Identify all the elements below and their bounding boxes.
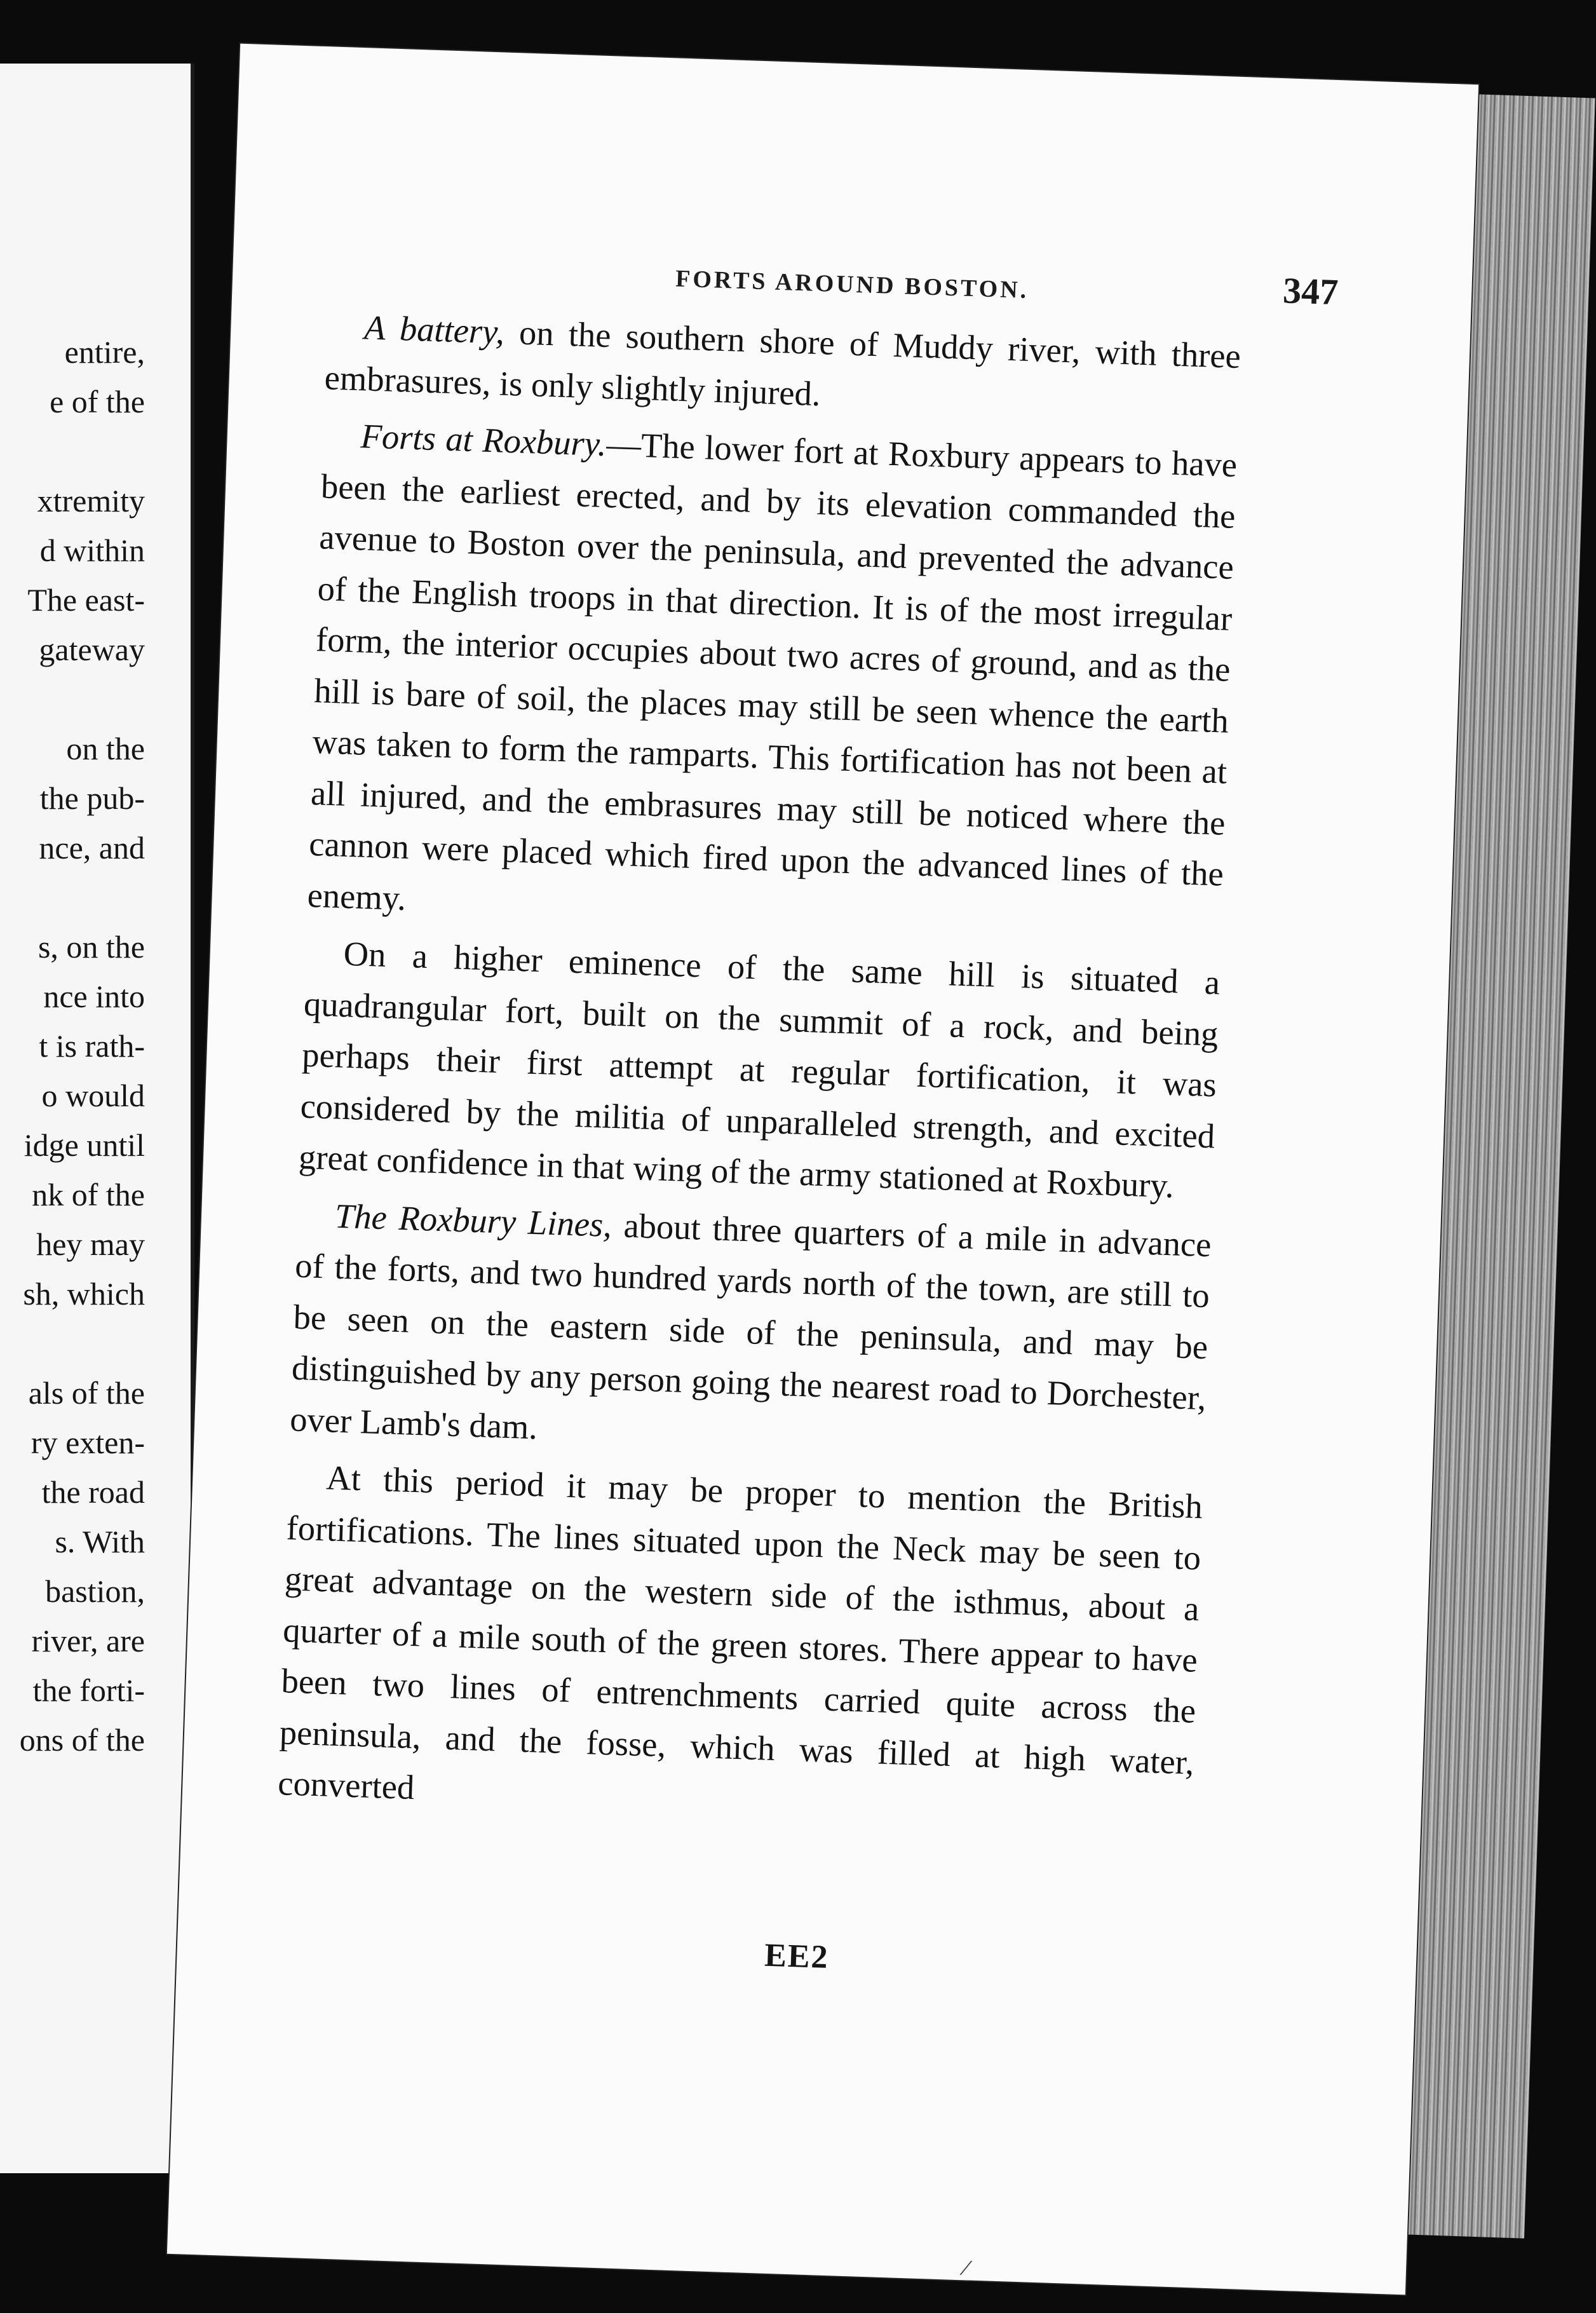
line-fragment: s. With (55, 1524, 145, 1559)
line-fragment: d within (39, 532, 145, 568)
paragraph-text: At this period it may be proper to mention the British fortifications. The lines situated upon the Neck may be seen to great advantage on the western side of the isthmus, about a quarter of a mile south of the green stores. There appear to have been two lines of entrenchments carried quite across the peninsula, and the fosse, which was filled at high water, converted (277, 1458, 1203, 1807)
paragraph-text: —The lower fort at Roxbury appears to have been the earliest erected, and by its elevation commanded the avenue to Boston over the peninsula, and prevented the advance of the English troops in that direction. It is of the most irregular form, the interior occupies about two acres of ground, and as the hill is bare of soil, the places may still be seen whence the earth was taken to form the ramparts. This fortification has not been at all injured, and the embrasures may still be noticed where the cannon were placed which fired upon the advanced lines of the enemy. (306, 424, 1238, 918)
line-fragment: nce into (43, 979, 145, 1014)
paragraph (277, 1451, 1203, 1839)
line-fragment: on the (66, 731, 145, 766)
previous-page-fragment (0, 64, 194, 2173)
page-number: 347 (1282, 269, 1339, 313)
printer-signature-mark: EE2 (764, 1937, 830, 1976)
line-fragment: als of the (28, 1375, 145, 1411)
line-fragment (20, 674, 145, 724)
running-head-text: FORTS AROUND BOSTON. (675, 265, 1029, 304)
line-fragment: o would (41, 1078, 145, 1113)
scan-speck: / (957, 2253, 975, 2282)
line-fragment: xtremity (37, 483, 145, 519)
line-fragment: ry exten- (30, 1425, 145, 1460)
line-fragment: t is rath- (39, 1028, 145, 1064)
line-fragment: nce, and (39, 830, 145, 865)
paragraph (289, 1189, 1212, 1475)
line-fragment: idge until (24, 1127, 145, 1163)
book-page (167, 44, 1478, 2295)
line-fragment: river, are (31, 1623, 145, 1658)
line-fragment (20, 426, 145, 476)
paragraph-lead: A battery, (363, 308, 506, 351)
paragraph-text: On a higher eminence of the same hill is situated a quadrangular fort, built on the summit of a rock, and being perhaps their first attempt at regular fortification, it was considered by the militia of unparalleled strength, and excited great confidence in that wing of the army stationed at Roxbury. (298, 933, 1221, 1205)
line-fragment: the road (41, 1474, 145, 1510)
paragraph (298, 927, 1221, 1213)
line-fragment: e of the (50, 384, 145, 419)
line-fragment (20, 872, 145, 922)
paragraph-text: on the southern shore of Muddy river, with three embrasures, is only slightly injured. (323, 312, 1241, 413)
line-fragment: ons of the (19, 1722, 145, 1758)
line-fragment: bastion, (45, 1573, 145, 1609)
line-fragment: nk of the (32, 1177, 145, 1212)
previous-page-line-endings (20, 327, 145, 1765)
line-fragment (20, 1319, 145, 1368)
paragraph-lead: The Roxbury Lines, (334, 1196, 612, 1244)
line-fragment: sh, which (23, 1276, 145, 1312)
line-fragment: s, on the (37, 929, 145, 965)
line-fragment: the pub- (39, 780, 145, 816)
paragraph-text: about three quarters of a mile in advance of the forts, and two hundred yards north of the town, are still to be seen on the eastern side of the peninsula, and may be distinguished by any person going the nearest road to Dorchester, over Lamb's dam. (289, 1205, 1212, 1446)
page-body (277, 301, 1241, 1845)
line-fragment: gateway (39, 632, 145, 667)
line-fragment: entire, (64, 334, 145, 370)
line-fragment: The east- (27, 582, 145, 618)
line-fragment: hey may (36, 1226, 145, 1262)
paragraph (307, 409, 1238, 951)
line-fragment: the forti- (32, 1672, 145, 1708)
paragraph-lead: Forts at Roxbury. (360, 416, 607, 464)
